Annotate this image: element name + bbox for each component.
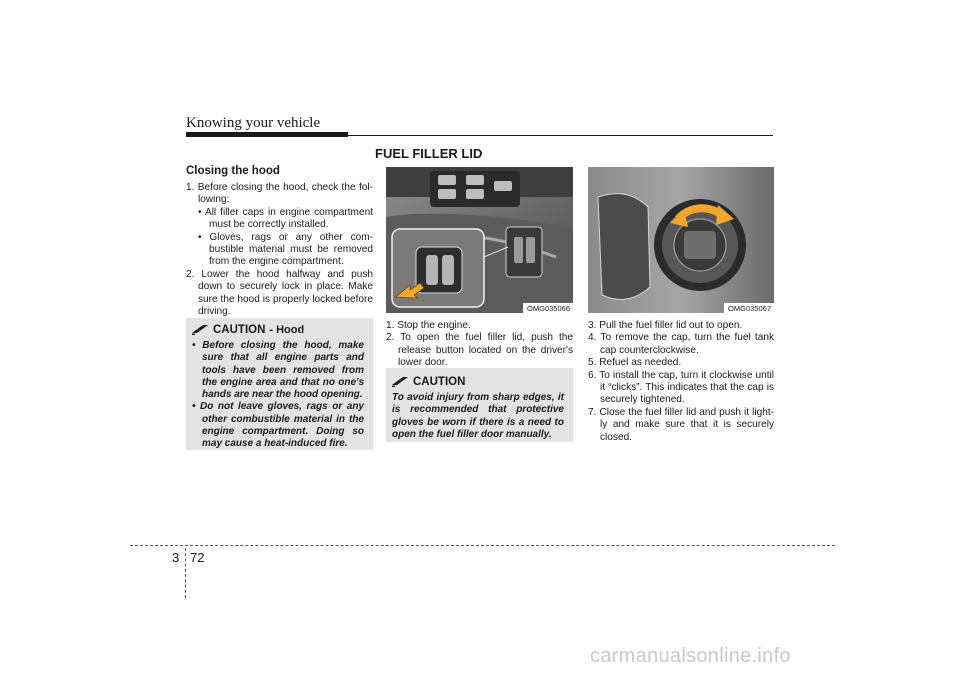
caution-icon [192, 325, 208, 335]
header-rule [348, 135, 773, 136]
fuel-steps-3-7 [588, 320, 774, 444]
header-bar [186, 132, 348, 137]
fuel-step-5: 5. Refuel as needed. [588, 357, 682, 369]
closing-hood-bullet-1: • All filler caps in engine compartment must be correctly installed. [198, 206, 373, 231]
fuel-step-7: 7. Close the fuel filler lid and push it light-ly and make sure that it is securely closed. [588, 406, 774, 443]
photo-fuel-cap [588, 167, 774, 313]
footer-dashed-divider [185, 548, 186, 598]
fuel-steps-1-2 [386, 320, 573, 370]
caution-box-hood [186, 318, 373, 450]
closing-hood-step-2: 2. Lower the hood halfway and push down to securely lock in place. Make sure the hood is properly locked before driving. [186, 268, 373, 318]
door-panel-illustration [386, 167, 573, 313]
caution-box-fuel [386, 368, 573, 442]
photo-release-button [386, 167, 573, 313]
running-header: Knowing your vehicle [186, 115, 321, 131]
caution-hood-body [192, 340, 364, 451]
fuel-step-4: 4. To remove the cap, turn the fuel tank cap counterclockwise. [588, 332, 774, 356]
caution-fuel-label: CAUTION [413, 376, 466, 388]
fuel-cap-illustration [588, 167, 774, 313]
chapter-number: 3 [172, 550, 180, 565]
fuel-step-6: 6. To install the cap, turn it clockwise until it “clicks”. This indicates that the cap is securely tightened. [588, 369, 774, 406]
fuel-step-2: 2. To open the fuel filler lid, push the release button located on the driver's lower door. [386, 332, 573, 369]
caution-fuel-body: To avoid injury from sharp edges, it is recommended that protective gloves be worn if there is a need to open the fuel filler door manually. [392, 392, 564, 440]
footer-dashed-rule [130, 545, 835, 546]
closing-hood-text [186, 182, 373, 318]
caution-hood-label: CAUTION [213, 324, 266, 336]
photo-2-label: OMG035067 [724, 303, 774, 313]
photo-1-label: OMG035066 [523, 303, 573, 313]
closing-hood-step-1: 1. Before closing the hood, check the fol-lowing: [186, 182, 373, 206]
caution-icon [392, 377, 408, 387]
subheading-closing-the-hood: Closing the hood [186, 165, 280, 177]
caution-hood-item-1: • Before closing the hood, make sure that all engine parts and tools have been removed from the engine area and that no one's hands are near the hood opening. [192, 340, 364, 401]
fuel-step-1: 1. Stop the engine. [386, 320, 471, 331]
page-number: 72 [190, 550, 205, 565]
section-title-fuel-filler-lid: FUEL FILLER LID [375, 146, 483, 161]
caution-hood-title [192, 324, 304, 336]
caution-hood-suffix: - Hood [269, 324, 305, 336]
caution-hood-item-2: • Do not leave gloves, rags or any other combustible material in the engine compartment. Doing so may cause a heat-induced fire. [192, 401, 364, 450]
fuel-step-3: 3. Pull the fuel filler lid out to open. [588, 320, 743, 331]
closing-hood-bullet-2: • Gloves, rags or any other com-bustible material must be removed from the engine compartment. [198, 231, 373, 268]
watermark: carmanualsonline.info [590, 645, 791, 667]
caution-fuel-title [392, 376, 465, 388]
